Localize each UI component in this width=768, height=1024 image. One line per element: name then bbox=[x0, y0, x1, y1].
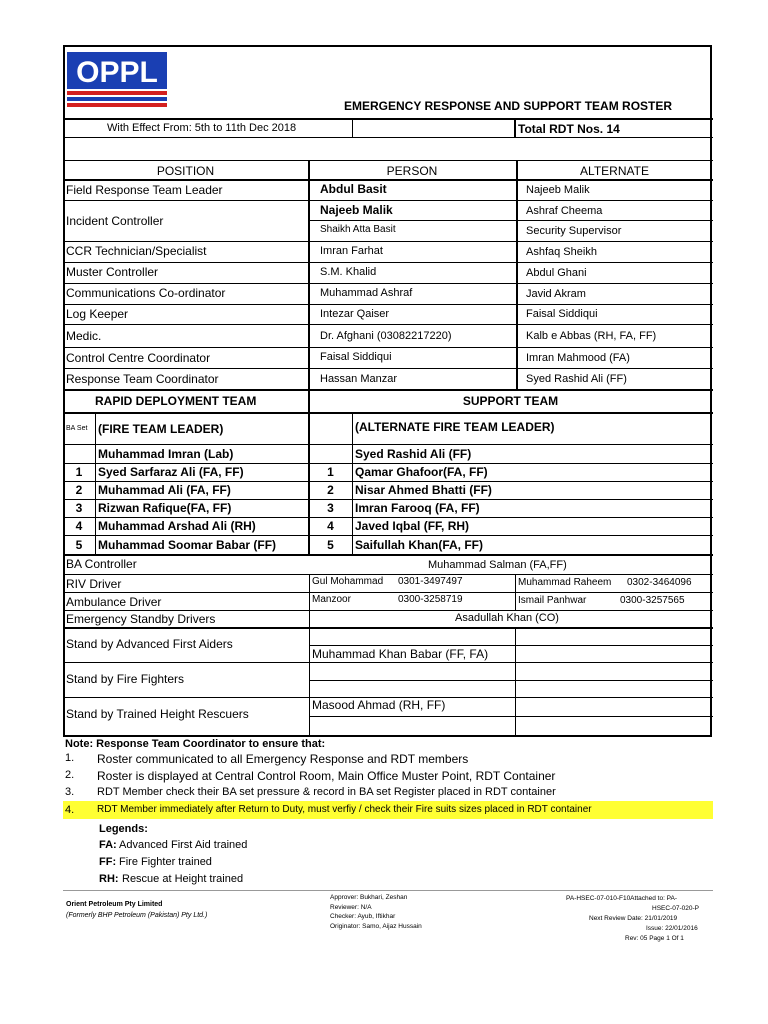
position-label: CCR Technician/Specialist bbox=[66, 244, 207, 258]
note-number: 4. bbox=[65, 804, 75, 816]
alternate-name: Ashraf Cheema bbox=[526, 205, 603, 217]
note-text: Roster is displayed at Central Control Room, Main Office Muster Point, RDT Container bbox=[97, 769, 556, 783]
height-rescuers-label: Stand by Trained Height Rescuers bbox=[66, 707, 249, 721]
footer-issue: Issue: 22/01/2016 bbox=[646, 925, 698, 932]
alternate-name: Security Supervisor bbox=[526, 225, 622, 237]
person-name: Intezar Qaiser bbox=[320, 308, 390, 320]
position-label: Log Keeper bbox=[66, 307, 129, 321]
legend-text: Rescue at Height trained bbox=[122, 873, 244, 885]
riv-driver-name: Muhammad Raheem bbox=[518, 577, 612, 588]
ba-controller: Muhammad Salman (FA,FF) bbox=[428, 559, 567, 571]
member-no: 2 bbox=[327, 483, 334, 497]
alternate-name: Javid Akram bbox=[526, 288, 586, 300]
alternate-name: Kalb e Abbas (RH, FA, FF) bbox=[526, 330, 657, 342]
footer-doc-ref: PA-HSEC-07-010-F10Attached to: PA- bbox=[566, 895, 678, 902]
riv-driver-label: RIV Driver bbox=[66, 577, 122, 591]
roster-title: EMERGENCY RESPONSE AND SUPPORT TEAM ROSTER bbox=[344, 99, 673, 113]
ambulance-driver-label: Ambulance Driver bbox=[66, 595, 162, 609]
rdt-member: Muhammad Ali (FA, FF) bbox=[98, 483, 231, 497]
header-alternate: ALTERNATE bbox=[580, 164, 649, 178]
member-no: 5 bbox=[327, 538, 334, 552]
support-member: Nisar Ahmed Bhatti (FF) bbox=[355, 483, 492, 497]
position-label: Communications Co-ordinator bbox=[66, 286, 226, 300]
footer-approver: Approver: Bukhari, Zeshan bbox=[330, 894, 408, 901]
person-name: S.M. Khalid bbox=[320, 266, 377, 278]
riv-driver-name: Gul Mohammad bbox=[312, 576, 384, 587]
position-label: Muster Controller bbox=[66, 265, 159, 279]
support-member: Javed Iqbal (FF, RH) bbox=[355, 519, 470, 533]
roster-table-frame bbox=[63, 45, 712, 737]
footer-checker: Checker: Ayub, Iftikhar bbox=[330, 913, 396, 920]
member-no: 3 bbox=[327, 501, 334, 515]
person-name: Najeeb Malik bbox=[320, 203, 393, 217]
note-number: 3. bbox=[65, 786, 75, 798]
rdt-leader-label: (FIRE TEAM LEADER) bbox=[98, 422, 224, 436]
member-no: 4 bbox=[327, 519, 334, 533]
support-heading: SUPPORT TEAM bbox=[462, 394, 559, 408]
total-rdt: Total RDT Nos. 14 bbox=[518, 122, 620, 136]
position-label: Incident Controller bbox=[66, 214, 164, 228]
legends-heading: Legends: bbox=[99, 823, 148, 835]
fire-fighters-label: Stand by Fire Fighters bbox=[66, 672, 185, 686]
first-aider: Muhammad Khan Babar (FF, FA) bbox=[312, 647, 489, 661]
rdt-member: Muhammad Arshad Ali (RH) bbox=[98, 519, 256, 533]
legend-key: FA: bbox=[99, 839, 117, 851]
alternate-name: Ashfaq Sheikh bbox=[526, 246, 597, 258]
support-member: Imran Farooq (FA, FF) bbox=[355, 501, 480, 515]
position-label: Response Team Coordinator bbox=[66, 372, 219, 386]
note-text: Roster communicated to all Emergency Response and RDT members bbox=[97, 752, 469, 766]
person-name: Abdul Basit bbox=[320, 182, 387, 196]
footer-formerly: (Formerly BHP Petroleum (Pakistan) Pty Ltd.) bbox=[66, 912, 208, 919]
standby-driver: Asadullah Khan (CO) bbox=[455, 612, 559, 624]
person-name: Shaikh Atta Basit bbox=[320, 224, 396, 235]
ambulance-driver-name: Manzoor bbox=[312, 594, 351, 605]
first-aiders-label: Stand by Advanced First Aiders bbox=[66, 637, 233, 651]
footer-doc-ref: HSEC-07-020-P bbox=[652, 905, 699, 912]
riv-driver-phone: 0301-3497497 bbox=[398, 576, 463, 587]
alternate-name: Najeeb Malik bbox=[526, 184, 590, 196]
alternate-name: Faisal Siddiqui bbox=[526, 308, 598, 320]
member-no: 4 bbox=[75, 519, 83, 533]
effective-dates: With Effect From: 5th to 11th Dec 2018 bbox=[107, 122, 297, 134]
height-rescuer: Masood Ahmad (RH, FF) bbox=[312, 698, 446, 712]
legend-text: Fire Fighter trained bbox=[119, 856, 212, 868]
support-leader: Syed Rashid Ali (FF) bbox=[355, 447, 472, 461]
member-no: 3 bbox=[75, 501, 83, 515]
alternate-name: Imran Mahmood (FA) bbox=[526, 352, 630, 364]
note-text: RDT Member check their BA set pressure & record in BA set Register placed in RDT container bbox=[97, 786, 556, 798]
position-label: Control Centre Coordinator bbox=[66, 351, 211, 365]
member-no: 1 bbox=[327, 465, 334, 479]
person-name: Imran Farhat bbox=[320, 245, 383, 257]
rdt-member: Muhammad Soomar Babar (FF) bbox=[98, 538, 277, 552]
rdt-heading: RAPID DEPLOYMENT TEAM bbox=[95, 394, 257, 408]
ambulance-driver-phone: 0300-3258719 bbox=[398, 594, 463, 605]
rdt-leader: Muhammad Imran (Lab) bbox=[98, 447, 234, 461]
svg-text:OPPL: OPPL bbox=[76, 56, 158, 89]
person-name: Hassan Manzar bbox=[320, 373, 398, 385]
notes-heading: Note: Response Team Coordinator to ensure that: bbox=[65, 738, 326, 750]
support-member: Saifullah Khan(FA, FF) bbox=[355, 538, 483, 552]
position-label: Field Response Team Leader bbox=[66, 183, 223, 197]
alternate-name: Abdul Ghani bbox=[526, 267, 587, 279]
ba-set-label: BA Set bbox=[66, 425, 88, 432]
note-number: 1. bbox=[65, 752, 75, 764]
footer-originator: Originator: Samo, Aijaz Hussain bbox=[330, 923, 422, 930]
legend-text: Advanced First Aid trained bbox=[119, 839, 248, 851]
person-name: Muhammad Ashraf bbox=[320, 287, 413, 299]
header-person: PERSON bbox=[386, 164, 438, 178]
person-name: Faisal Siddiqui bbox=[320, 351, 392, 363]
member-no: 1 bbox=[75, 465, 83, 479]
footer-rev: Rev: 05 Page 1 Of 1 bbox=[625, 935, 684, 942]
footer-reviewer: Reviewer: N/A bbox=[330, 904, 372, 911]
standby-drivers-label: Emergency Standby Drivers bbox=[66, 612, 216, 626]
support-member: Qamar Ghafoor(FA, FF) bbox=[355, 465, 488, 479]
legend-key: RH: bbox=[99, 873, 119, 885]
rdt-member: Rizwan Rafique(FA, FF) bbox=[98, 501, 232, 515]
note-number: 2. bbox=[65, 769, 75, 781]
member-no: 2 bbox=[75, 483, 83, 497]
footer-company: Orient Petroleum Pty Limited bbox=[66, 901, 163, 908]
support-leader-label: (ALTERNATE FIRE TEAM LEADER) bbox=[355, 420, 555, 434]
member-no: 5 bbox=[75, 538, 83, 552]
note-text: RDT Member immediately after Return to Duty, must verfiy / check their Fire suits sizes placed in RDT container bbox=[97, 804, 592, 815]
position-label: Medic. bbox=[66, 329, 102, 343]
ambulance-driver-phone: 0300-3257565 bbox=[620, 595, 685, 606]
person-name: Dr. Afghani (03082217220) bbox=[320, 330, 452, 342]
riv-driver-phone: 0302-3464096 bbox=[627, 577, 692, 588]
ambulance-driver-name: Ismail Panhwar bbox=[518, 595, 587, 606]
rdt-member: Syed Sarfaraz Ali (FA, FF) bbox=[98, 465, 244, 479]
legend-key: FF: bbox=[99, 856, 117, 868]
header-position: POSITION bbox=[156, 164, 215, 178]
footer-next-review: Next Review Date: 21/01/2019 bbox=[589, 915, 678, 922]
ba-controller-label: BA Controller bbox=[66, 557, 137, 571]
alternate-name: Syed Rashid Ali (FF) bbox=[526, 373, 627, 385]
